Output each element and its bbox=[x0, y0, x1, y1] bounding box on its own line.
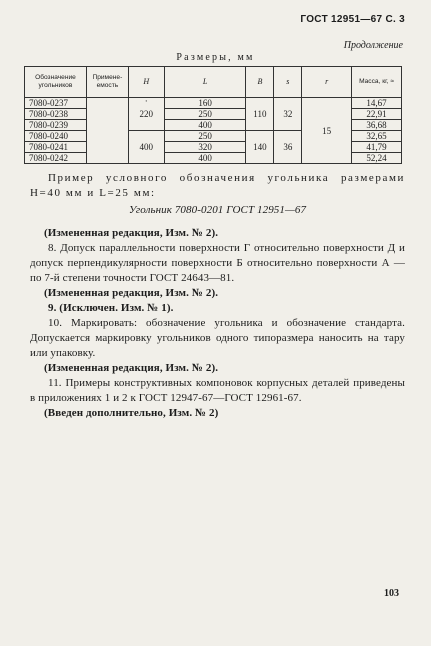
cell-h-dot: · bbox=[128, 98, 164, 109]
table-row bbox=[25, 98, 402, 109]
cell-designation: 7080-0242 bbox=[25, 153, 87, 164]
cell-l: 400 bbox=[164, 120, 246, 131]
cell-h: 220 bbox=[128, 109, 164, 131]
cell-mass: 14,67 bbox=[352, 98, 402, 109]
cell-applicability bbox=[86, 98, 128, 164]
cell-l: 250 bbox=[164, 131, 246, 142]
col-header-r: r bbox=[302, 67, 352, 98]
paragraph-8: 8. Допуск параллельности поверхности Г относительно поверхности Д и допуск перпендикулярности поверхности Б относительно поверхности А — по 7-й степени точности ГОСТ 24643—81. bbox=[30, 242, 405, 284]
col-header-l: L bbox=[164, 67, 246, 98]
cell-s: 32 bbox=[274, 98, 302, 131]
table-title: Размеры, мм bbox=[176, 52, 255, 63]
paragraph-11: 11. Примеры конструктивных компоновок корпусных деталей приведены в приложениях 1 и 2 к ГОСТ 12947-67—ГОСТ 12961-67. bbox=[30, 377, 405, 404]
edit-note-2: (Измененная редакция, Изм. № 2). bbox=[44, 287, 219, 299]
cell-s: 36 bbox=[274, 131, 302, 164]
dimensions-table bbox=[24, 66, 402, 164]
cell-l: 160 bbox=[164, 98, 246, 109]
table-header-row bbox=[25, 67, 402, 98]
cell-r: 15 bbox=[302, 98, 352, 164]
continuation-label: Продолжение bbox=[343, 40, 403, 51]
cell-mass: 52,24 bbox=[352, 153, 402, 164]
cell-b: 110 bbox=[246, 98, 274, 131]
cell-mass: 22,91 bbox=[352, 109, 402, 120]
cell-designation: 7080-0240 bbox=[25, 131, 87, 142]
cell-mass: 32,65 bbox=[352, 131, 402, 142]
cell-l: 320 bbox=[164, 142, 246, 153]
col-header-b: B bbox=[246, 67, 274, 98]
example-designation: Угольник 7080-0201 ГОСТ 12951—67 bbox=[128, 204, 307, 216]
cell-designation: 7080-0237 bbox=[25, 98, 87, 109]
cell-mass: 36,68 bbox=[352, 120, 402, 131]
cell-mass: 41,79 bbox=[352, 142, 402, 153]
col-header-mass: Масса, кг, ≈ bbox=[352, 67, 402, 98]
edit-note-1: (Измененная редакция, Изм. № 2). bbox=[44, 227, 219, 239]
edit-note-3: (Измененная редакция, Изм. № 2). bbox=[44, 362, 219, 374]
col-header-s: s bbox=[274, 67, 302, 98]
example-intro: Пример условного обозначения угольника размерами H=40 мм и L=25 мм: bbox=[30, 172, 405, 199]
standard-header: ГОСТ 12951—67 С. 3 bbox=[300, 14, 405, 25]
cell-designation: 7080-0239 bbox=[25, 120, 87, 131]
cell-h: 400 bbox=[128, 131, 164, 164]
cell-l: 250 bbox=[164, 109, 246, 120]
col-header-applicability: Примене-емость bbox=[86, 67, 128, 98]
paragraph-9: 9. (Исключен. Изм. № 1). bbox=[48, 302, 174, 314]
page-number: 103 bbox=[384, 588, 399, 599]
cell-l: 400 bbox=[164, 153, 246, 164]
paragraph-10: 10. Маркировать: обозначение угольника и обозначение стандарта. Допускается маркировку угольников одного типоразмера наносить на тару или упаковку. bbox=[30, 317, 405, 359]
cell-designation: 7080-0241 bbox=[25, 142, 87, 153]
document-body bbox=[30, 171, 405, 421]
col-header-h: H bbox=[128, 67, 164, 98]
cell-b: 140 bbox=[246, 131, 274, 164]
col-header-designation: Обозначение угольников bbox=[25, 67, 87, 98]
added-note: (Введен дополнительно, Изм. № 2) bbox=[44, 407, 219, 419]
cell-designation: 7080-0238 bbox=[25, 109, 87, 120]
